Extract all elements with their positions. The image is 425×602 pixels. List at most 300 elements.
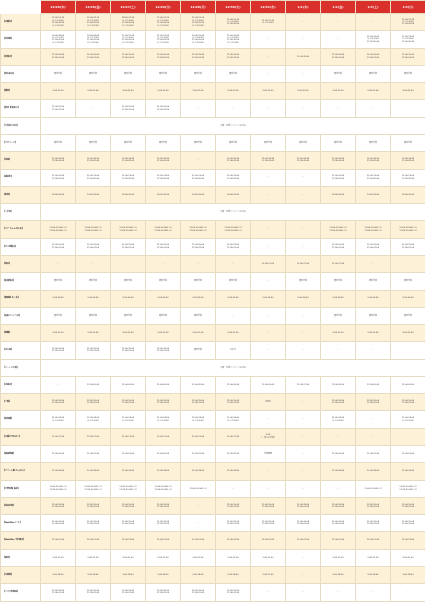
- hours-cell: 11:00-13:00(L.O) 17:00-20:00(L.O): [41, 480, 76, 497]
- hours-cell: 11:00-15:00 17:00-22:00: [356, 497, 391, 514]
- table-row: [1, 307, 425, 324]
- hours-cell: 11:00-15:00 17:00-22:00: [146, 48, 181, 65]
- group-note: 店舗・各種イベントのお休み: [41, 359, 425, 376]
- hours-cell: 9:00-21:00: [111, 325, 146, 342]
- hours-cell: -: [251, 273, 286, 290]
- store-name: 【草薙店】: [1, 48, 41, 65]
- table-row: [1, 446, 425, 463]
- store-name: 【新居 新宿浜口】: [1, 100, 41, 117]
- hours-cell: 11:00-13:00(L.O) 17:00-20:00(L.O): [181, 221, 216, 238]
- hours-cell: -: [286, 307, 321, 324]
- hours-cell: -: [286, 567, 321, 584]
- hours-cell: 9:00-18:00: [321, 567, 356, 584]
- group-note: 店舗・各種イベントのお休み: [41, 117, 425, 134]
- hours-cell: 10:00-16:00: [356, 186, 391, 203]
- hours-cell: 10:00-19:00 (L.O 18:30) 17:00-20:00 (L.O 19:30): [181, 31, 216, 48]
- hours-cell: -: [286, 584, 321, 601]
- hours-cell: 通常営業: [41, 273, 76, 290]
- hours-cell: 営業時間: [251, 446, 286, 463]
- hours-cell: 11:00-13:15 (L.O 13:00) 17:00-20:00 (L.O 19:30): [181, 14, 216, 31]
- hours-cell: 10:00-16:00: [41, 186, 76, 203]
- hours-cell: 通常営業: [41, 65, 76, 82]
- hours-cell: 11:00-21:00: [146, 532, 181, 549]
- hours-cell: 11:00-18:00: [321, 463, 356, 480]
- hours-cell: 11:00-15:00 17:00-22:00: [356, 515, 391, 532]
- hours-cell: 11:00-14:30 17:00-20:00: [41, 152, 76, 169]
- hours-cell: 11:00-17:00: [286, 255, 321, 272]
- hours-cell: 11:00-15:00 17:00-22:00: [41, 497, 76, 514]
- hours-cell: 通常営業: [146, 307, 181, 324]
- hours-cell: 11:00-15:00 17:00-22:00: [76, 342, 111, 359]
- hours-cell: -: [286, 394, 321, 411]
- hours-cell: 11:00-13:15 (L.O 13:00) 17:00-20:00 (L.O 19:30): [111, 31, 146, 48]
- hours-cell: 11:00-15:00 17:00-22:00: [391, 48, 425, 65]
- hours-cell: 11:00-18:00: [216, 463, 251, 480]
- hours-cell: 11:00-15:00 17:00-22:00: [146, 100, 181, 117]
- hours-cell: 通常営業: [76, 134, 111, 151]
- hours-cell: 11:00-13:00(L.O) 17:00-20:00(L.O): [146, 221, 181, 238]
- hours-cell: 11:00-14:00 (L.O 13:30): [321, 411, 356, 428]
- hours-cell: 11:00-14:00 (L.O 13:30): [76, 411, 111, 428]
- hours-cell: 11:00-21:00: [356, 532, 391, 549]
- hours-cell: -: [286, 342, 321, 359]
- store-name: 【海昌茶場】: [1, 497, 41, 514]
- hours-cell: 通常営業: [356, 273, 391, 290]
- date-header: 12/30(火): [216, 1, 251, 14]
- hours-cell: 通常営業: [216, 65, 251, 82]
- hours-cell: 通常営業: [391, 307, 425, 324]
- store-name: 【三沢塾】: [1, 204, 41, 221]
- hours-cell: 9:00-21:00: [216, 325, 251, 342]
- hours-cell: -: [286, 221, 321, 238]
- hours-cell: 通常営業: [181, 134, 216, 151]
- table-row: [1, 48, 425, 65]
- hours-cell: 通常営業: [76, 65, 111, 82]
- hours-cell: 11:00-15:00 17:00-22:00: [146, 497, 181, 514]
- hours-cell: 11:00-20:00: [111, 376, 146, 393]
- hours-cell: 11:00-14:30 17:00-20:00: [286, 152, 321, 169]
- hours-cell: 11:00-15:00 17:00-22:00: [181, 238, 216, 255]
- table-row: [1, 394, 425, 411]
- hours-cell: -: [181, 152, 216, 169]
- hours-cell: 11:00-17:00: [146, 428, 181, 445]
- hours-cell: 11:00-13:00(L.O) 17:00-20:00(L.O): [76, 221, 111, 238]
- hours-cell: 通常営業: [76, 273, 111, 290]
- table-row: [1, 83, 425, 100]
- store-name: 【豊明】: [1, 83, 41, 100]
- store-name: 【宮車駅】: [1, 31, 41, 48]
- date-header: 12/31(水): [251, 1, 286, 14]
- store-name: 【店舗名】: [1, 14, 41, 31]
- table-row: [1, 376, 425, 393]
- table-row: [1, 100, 425, 117]
- hours-cell: 9:00-20:00: [356, 290, 391, 307]
- hours-cell: 11:00-20:00: [146, 376, 181, 393]
- hours-cell: -: [181, 100, 216, 117]
- hours-cell: 通常営業: [146, 65, 181, 82]
- hours-cell: 通常営業: [286, 273, 321, 290]
- hours-cell: 11:00-15:00 17:00-22:00: [251, 515, 286, 532]
- table-row: [1, 480, 425, 497]
- store-name: 【角越】: [1, 152, 41, 169]
- hours-cell: 11:00-14:00 (L.O 13:30): [216, 411, 251, 428]
- store-name: 【森男】: [1, 549, 41, 566]
- date-header: 1/2(金): [321, 1, 356, 14]
- hours-cell: 9:00-21:00: [146, 83, 181, 100]
- hours-cell: 通常営業: [321, 65, 356, 82]
- hours-cell: 11:00-15:00 17:00-22:00: [356, 238, 391, 255]
- hours-cell: 11:00-22:00: [391, 446, 425, 463]
- store-name: 【MakiMio 中杉園店】: [1, 532, 41, 549]
- hours-cell: 11:00-13:00(L.O): [181, 480, 216, 497]
- store-name: 【大橋めぎおはこ】: [1, 428, 41, 445]
- hours-cell: 11:00-13:00(L.O) 17:00-20:00(L.O): [321, 221, 356, 238]
- hours-cell: 11:00-14:30 17:00-20:00: [146, 152, 181, 169]
- hours-cell: 通常営業: [111, 307, 146, 324]
- hours-cell: 9:00-20:00: [286, 290, 321, 307]
- hours-cell: -: [356, 100, 391, 117]
- hours-cell: 11:00-15:00 17:00-22:00: [391, 497, 425, 514]
- hours-cell: 11:00-18:00: [146, 463, 181, 480]
- hours-cell: 18:00-13:15 (L.O 13:00) 17:00-20:00 (L.O 19:30): [111, 14, 146, 31]
- hours-cell: -: [111, 255, 146, 272]
- hours-cell: 11:00-13:00 17:00-20:00: [41, 169, 76, 186]
- hours-cell: 11:00-21:00: [41, 532, 76, 549]
- hours-cell: 11:00-15:00 17:00-22:00: [286, 515, 321, 532]
- hours-cell: -: [251, 48, 286, 65]
- hours-cell: 通常営業: [321, 307, 356, 324]
- hours-cell: 9:00-21:00: [181, 549, 216, 566]
- hours-cell: 11:00-15:00 17:00-22:00: [391, 394, 425, 411]
- hours-cell: 10:00-16:00: [111, 186, 146, 203]
- hours-cell: 11:00-13:00 (L.O 13:00) 17:00-20:00: [391, 31, 425, 48]
- hours-cell: -: [251, 480, 286, 497]
- hours-cell: 通常営業: [181, 273, 216, 290]
- hours-cell: -: [251, 221, 286, 238]
- hours-cell: 9:00-20:00: [391, 290, 425, 307]
- hours-cell: 11:00-13:15 (L.O 13:00) 17:00-20:00: [391, 14, 425, 31]
- hours-cell: 11:00-21:00: [391, 532, 425, 549]
- hours-cell: -: [356, 342, 391, 359]
- table-row: [1, 31, 425, 48]
- hours-cell: 11:00-15:00 17:00-22:00: [111, 394, 146, 411]
- table-row: [1, 169, 425, 186]
- hours-cell: -: [286, 480, 321, 497]
- store-name: 【北九屋】: [1, 342, 41, 359]
- hours-cell: 11:00-15:00 17:00-22:00: [321, 394, 356, 411]
- hours-cell: 11:00-20:00: [181, 376, 216, 393]
- hours-cell: 9:00-18:00: [391, 567, 425, 584]
- hours-cell: 9:00-21:00: [321, 325, 356, 342]
- hours-cell: -: [216, 255, 251, 272]
- store-name: 【中華菜館 福泉】: [1, 480, 41, 497]
- hours-cell: 通常営業: [41, 134, 76, 151]
- hours-cell: 11:00-15:00 17:00-22:00: [181, 48, 216, 65]
- hours-cell: 9:00-21:00: [111, 549, 146, 566]
- hours-cell: 11:00-15:00 17:00-22:00: [41, 238, 76, 255]
- store-name: 【西友浜店】: [1, 65, 41, 82]
- hours-cell: -: [181, 497, 216, 514]
- hours-cell: 11:00-15:00 17:00-22:00: [111, 100, 146, 117]
- hours-cell: 11:00-15:00 17:00-22:00: [111, 342, 146, 359]
- hours-cell: 通常営業: [391, 273, 425, 290]
- store-name: 【MakiMio ﾄﾞ ｶﾞ】: [1, 515, 41, 532]
- table-row: [1, 463, 425, 480]
- hours-cell: 11:00-20:00: [391, 376, 425, 393]
- table-row: [1, 515, 425, 532]
- hours-cell: 通常営業: [181, 342, 216, 359]
- hours-cell: 11:00-18:00: [181, 463, 216, 480]
- hours-cell: 11:00-17:00: [181, 428, 216, 445]
- hours-cell: 9:00-18:00: [181, 567, 216, 584]
- hours-cell: -: [356, 428, 391, 445]
- hours-cell: 11:00-15:00 17:00-22:00: [111, 515, 146, 532]
- hours-cell: 11:00-13:00 17:00-20:00: [146, 169, 181, 186]
- hours-cell: 11:00-20:00: [356, 376, 391, 393]
- hours-cell: 11:00-14:30 17:00-20:00: [391, 152, 425, 169]
- hours-cell: -: [286, 65, 321, 82]
- hours-cell: 11:00-21:00: [216, 532, 251, 549]
- hours-cell: 11:00-13:00 17:00-20:00: [76, 169, 111, 186]
- hours-cell: 9:00-21:00: [216, 549, 251, 566]
- hours-cell: -: [286, 411, 321, 428]
- hours-cell: 11:00-14:00 (L.O 13:30): [391, 411, 425, 428]
- hours-cell: 11:00-22:00: [111, 446, 146, 463]
- table-row: [1, 273, 425, 290]
- table-row: [1, 411, 425, 428]
- hours-cell: 9:00-21:00: [41, 83, 76, 100]
- store-name: 【ナビパーク】: [1, 134, 41, 151]
- hours-cell: 10:00-16:00: [146, 186, 181, 203]
- hours-cell: 9:00-21:00: [356, 549, 391, 566]
- hours-cell: 11:00-13:00(L.O) 17:00-20:00(L.O): [76, 480, 111, 497]
- hours-cell: 11:00-13:15 (L.O 13:00) 17:00-20:00 (L.O 19:30): [146, 14, 181, 31]
- table-row: [1, 221, 425, 238]
- hours-cell: 11:00-15:00 17:00-22:00: [321, 497, 356, 514]
- hours-cell: 10:00-16:00: [321, 186, 356, 203]
- hours-cell: 通常営業: [111, 273, 146, 290]
- hours-cell: 11:00-15:00 17:00-22:00: [76, 238, 111, 255]
- hours-cell: 11:00-15:00 17:00-22:00: [251, 497, 286, 514]
- hours-cell: 11:00-15:00 17:00-22:00: [321, 515, 356, 532]
- store-name: 【浜浦後店】: [1, 273, 41, 290]
- hours-cell: 11:00-18:00: [111, 463, 146, 480]
- hours-cell: 9:00-21:00: [111, 83, 146, 100]
- hours-cell: -: [251, 307, 286, 324]
- table-row: [1, 497, 425, 514]
- hours-cell: 通常営業: [181, 65, 216, 82]
- hours-cell: -: [251, 411, 286, 428]
- hours-cell: 11:00-13:00(L.O) 17:00-20:00(L.O): [146, 480, 181, 497]
- table-row: [1, 134, 425, 151]
- hours-cell: 11:00-15:00 17:00-22:00: [286, 497, 321, 514]
- hours-cell: -: [286, 446, 321, 463]
- hours-cell: 通常営業: [356, 65, 391, 82]
- hours-cell: 11:00-18:00: [391, 463, 425, 480]
- hours-cell: 11:00-15:00 17:00-22:00: [146, 238, 181, 255]
- table-row: [1, 584, 425, 601]
- hours-cell: -: [216, 307, 251, 324]
- hours-cell: 11:00-15:00 17:00-22:00: [216, 497, 251, 514]
- hours-cell: -: [251, 31, 286, 48]
- store-name: 【本陣館】: [1, 567, 41, 584]
- hours-cell: 11:00-15:00 17:00-22:00: [146, 394, 181, 411]
- hours-cell: あわせ: [216, 342, 251, 359]
- hours-cell: -: [356, 411, 391, 428]
- hours-cell: 9:00-20:00: [41, 290, 76, 307]
- hours-cell: 通常営業: [356, 307, 391, 324]
- hours-cell: 11:00-15:00 17:00-22:00: [111, 238, 146, 255]
- hours-cell: 11:00-22:00: [41, 446, 76, 463]
- hours-cell: 11:00-15:00 17:00-22:00: [111, 497, 146, 514]
- hours-cell: -: [321, 31, 356, 48]
- hours-cell: 11:00-13:00(L.O) 17:00-20:00(L.O): [356, 221, 391, 238]
- hours-cell: 10:00-16:00: [216, 186, 251, 203]
- store-name: 【パスタ料理屋】: [1, 584, 41, 601]
- hours-cell: 9:00-21:00: [181, 83, 216, 100]
- table-row: [1, 342, 425, 359]
- hours-cell: -: [286, 463, 321, 480]
- store-name: 【品浜べっこう店】: [1, 307, 41, 324]
- hours-cell: 11:00-15:00 17:00-22:00: [76, 48, 111, 65]
- hours-cell: 11:00-15:00 17:00-22:00: [181, 394, 216, 411]
- hours-cell: 10:00-18:00 (L.O 17:30) 17:00-20:00 (L.O 19:30): [76, 31, 111, 48]
- hours-cell: 11:00-15:00 17:00-22:00: [216, 238, 251, 255]
- hours-cell: 9:00-18:00: [356, 567, 391, 584]
- hours-cell: 11:00-21:00: [321, 532, 356, 549]
- hours-cell: 9:00-21:00: [321, 549, 356, 566]
- hours-cell: 11:00-13:15 (L.O 13:00) 17:00-20:00 (L.O 19:30): [76, 14, 111, 31]
- hours-cell: 9:00-20:00: [216, 290, 251, 307]
- hours-cell: 通常営業: [146, 134, 181, 151]
- hours-cell: 11:00-21:00: [181, 532, 216, 549]
- hours-cell: 9:00-21:00: [41, 325, 76, 342]
- header-row: [1, 1, 425, 14]
- hours-cell: 9:00-21:00: [251, 549, 286, 566]
- hours-cell: 11:00-15:00 17:00-22:00: [76, 394, 111, 411]
- hours-cell: 11:00-15:00 17:00-22:00: [41, 100, 76, 117]
- date-header: 12/28(月): [181, 1, 216, 14]
- hours-cell: 9:00-21:00: [146, 325, 181, 342]
- hours-cell: 9:00 （一部のみ営業）: [251, 428, 286, 445]
- table-row: [1, 152, 425, 169]
- table-row: [1, 14, 425, 31]
- hours-cell: 11:00-21:00: [111, 532, 146, 549]
- hours-cell: 9:00-21:00: [391, 83, 425, 100]
- hours-cell: 11:00-20:00: [76, 376, 111, 393]
- store-name: 【森福華麗】: [1, 446, 41, 463]
- date-header: 12/27(土): [111, 1, 146, 14]
- hours-cell: 11:00-17:00: [286, 376, 321, 393]
- hours-cell: 11:00-14:30 17:00-20:00: [111, 152, 146, 169]
- hours-cell: 9:00-20:00: [181, 290, 216, 307]
- hours-cell: -: [286, 169, 321, 186]
- table-row: [1, 238, 425, 255]
- hours-cell: -: [391, 342, 425, 359]
- hours-cell: 11:00-13:15 (L.O 13:00) 17:00-20:00: [216, 14, 251, 31]
- hours-cell: 9:00-21:00: [41, 549, 76, 566]
- hours-cell: 11:00-18:00: [76, 463, 111, 480]
- hours-cell: -: [286, 549, 321, 566]
- hours-cell: 11:00-13:00 17:00-20:00: [111, 169, 146, 186]
- hours-cell: -: [321, 428, 356, 445]
- table-row: [1, 255, 425, 272]
- hours-cell: 9:00-18:00: [146, 567, 181, 584]
- table-row: [1, 567, 425, 584]
- hours-cell: 11:00-15:00 17:00-22:00: [391, 515, 425, 532]
- group-row: [1, 204, 425, 221]
- date-header: 1/3(土): [356, 1, 391, 14]
- hours-cell: -: [76, 100, 111, 117]
- hours-cell: 11:00-14:00 (L.O 13:30): [146, 411, 181, 428]
- hours-cell: -: [321, 480, 356, 497]
- date-header: 1/1(木): [286, 1, 321, 14]
- hours-cell: 11:00-14:00 (L.O 13:30): [111, 411, 146, 428]
- hours-cell: 11:00-13:15 (L.O 13:00) 17:00-20:00 (L.O 19:30): [41, 14, 76, 31]
- hours-cell: -: [286, 186, 321, 203]
- hours-cell: 9:00-21:00: [216, 83, 251, 100]
- hours-cell: 11:00-14:00 (L.O 13:30): [181, 411, 216, 428]
- table-row: [1, 186, 425, 203]
- hours-cell: -: [286, 238, 321, 255]
- hours-cell: 11:00-13:00 (L.O 13:00) 17:00-20:00 (L.O 19:30): [146, 31, 181, 48]
- hours-cell: 11:00-22:00: [146, 446, 181, 463]
- hours-cell: 11:00-15:00 17:00-22:00: [41, 342, 76, 359]
- store-name: 【北越店】: [1, 376, 41, 393]
- hours-cell: 9:00-20:00: [111, 290, 146, 307]
- store-name: 【ジーンズ本舗】: [1, 359, 41, 376]
- hours-cell: 11:00-15:00 17:00-22:00: [181, 584, 216, 601]
- store-name: 【梅鶴】: [1, 325, 41, 342]
- hours-cell: 11:00-15:00 17:00-22:00: [146, 584, 181, 601]
- hours-cell: 11:00-18:00: [356, 463, 391, 480]
- hours-cell: 11:00-15:00 17:00-22:00: [41, 394, 76, 411]
- hours-cell: 11:00-14:30 17:00-20:00: [321, 152, 356, 169]
- hours-cell: -: [251, 65, 286, 82]
- hours-cell: -: [251, 325, 286, 342]
- hours-cell: 11:00-15:00 17:00-22:00: [76, 584, 111, 601]
- hours-cell: 11:00-15:00 17:00-22:00: [356, 48, 391, 65]
- hours-cell: -: [321, 342, 356, 359]
- hours-cell: 通常営業: [356, 134, 391, 151]
- hours-cell: 11:00-15:00 17:00-22:00: [216, 584, 251, 601]
- hours-cell: 通常営業: [391, 134, 425, 151]
- hours-cell: 11:00-15:00 17:00-22:00: [321, 48, 356, 65]
- table-row: [1, 325, 425, 342]
- hours-cell: 9:00-20:00: [251, 290, 286, 307]
- hours-cell: 11:00-14:30 17:00-20:00: [216, 152, 251, 169]
- hours-cell: 9:00-21:00: [76, 83, 111, 100]
- hours-cell: 9:00-21:00: [251, 83, 286, 100]
- hours-cell: 11:00-13:00(L.O) 17:00-20:00(L.O): [391, 221, 425, 238]
- hours-cell: 11:00-13:00(L.O) 17:00-20:00(L.O): [216, 221, 251, 238]
- hours-cell: 9:00-21:00: [356, 83, 391, 100]
- hours-cell: 通常営業: [321, 273, 356, 290]
- hours-cell: 11:00-13:00 17:00-20:00: [391, 169, 425, 186]
- hours-cell: 10:00-16:00: [181, 186, 216, 203]
- hours-cell: 9:00-17:00: [251, 567, 286, 584]
- hours-cell: 11:00-15:00 17:00-22:00: [41, 515, 76, 532]
- hours-cell: 11:00-15:00 17:00-22:00: [111, 584, 146, 601]
- hours-cell: -: [41, 255, 76, 272]
- hours-cell: 通常営業: [391, 65, 425, 82]
- hours-cell: 11:00-20:00: [251, 376, 286, 393]
- hours-cell: 通常営業: [286, 134, 321, 151]
- date-header: 12/28(金): [76, 1, 111, 14]
- group-row: [1, 359, 425, 376]
- hours-cell: 9:00-21:00: [321, 83, 356, 100]
- hours-cell: 10:00-16:00: [391, 186, 425, 203]
